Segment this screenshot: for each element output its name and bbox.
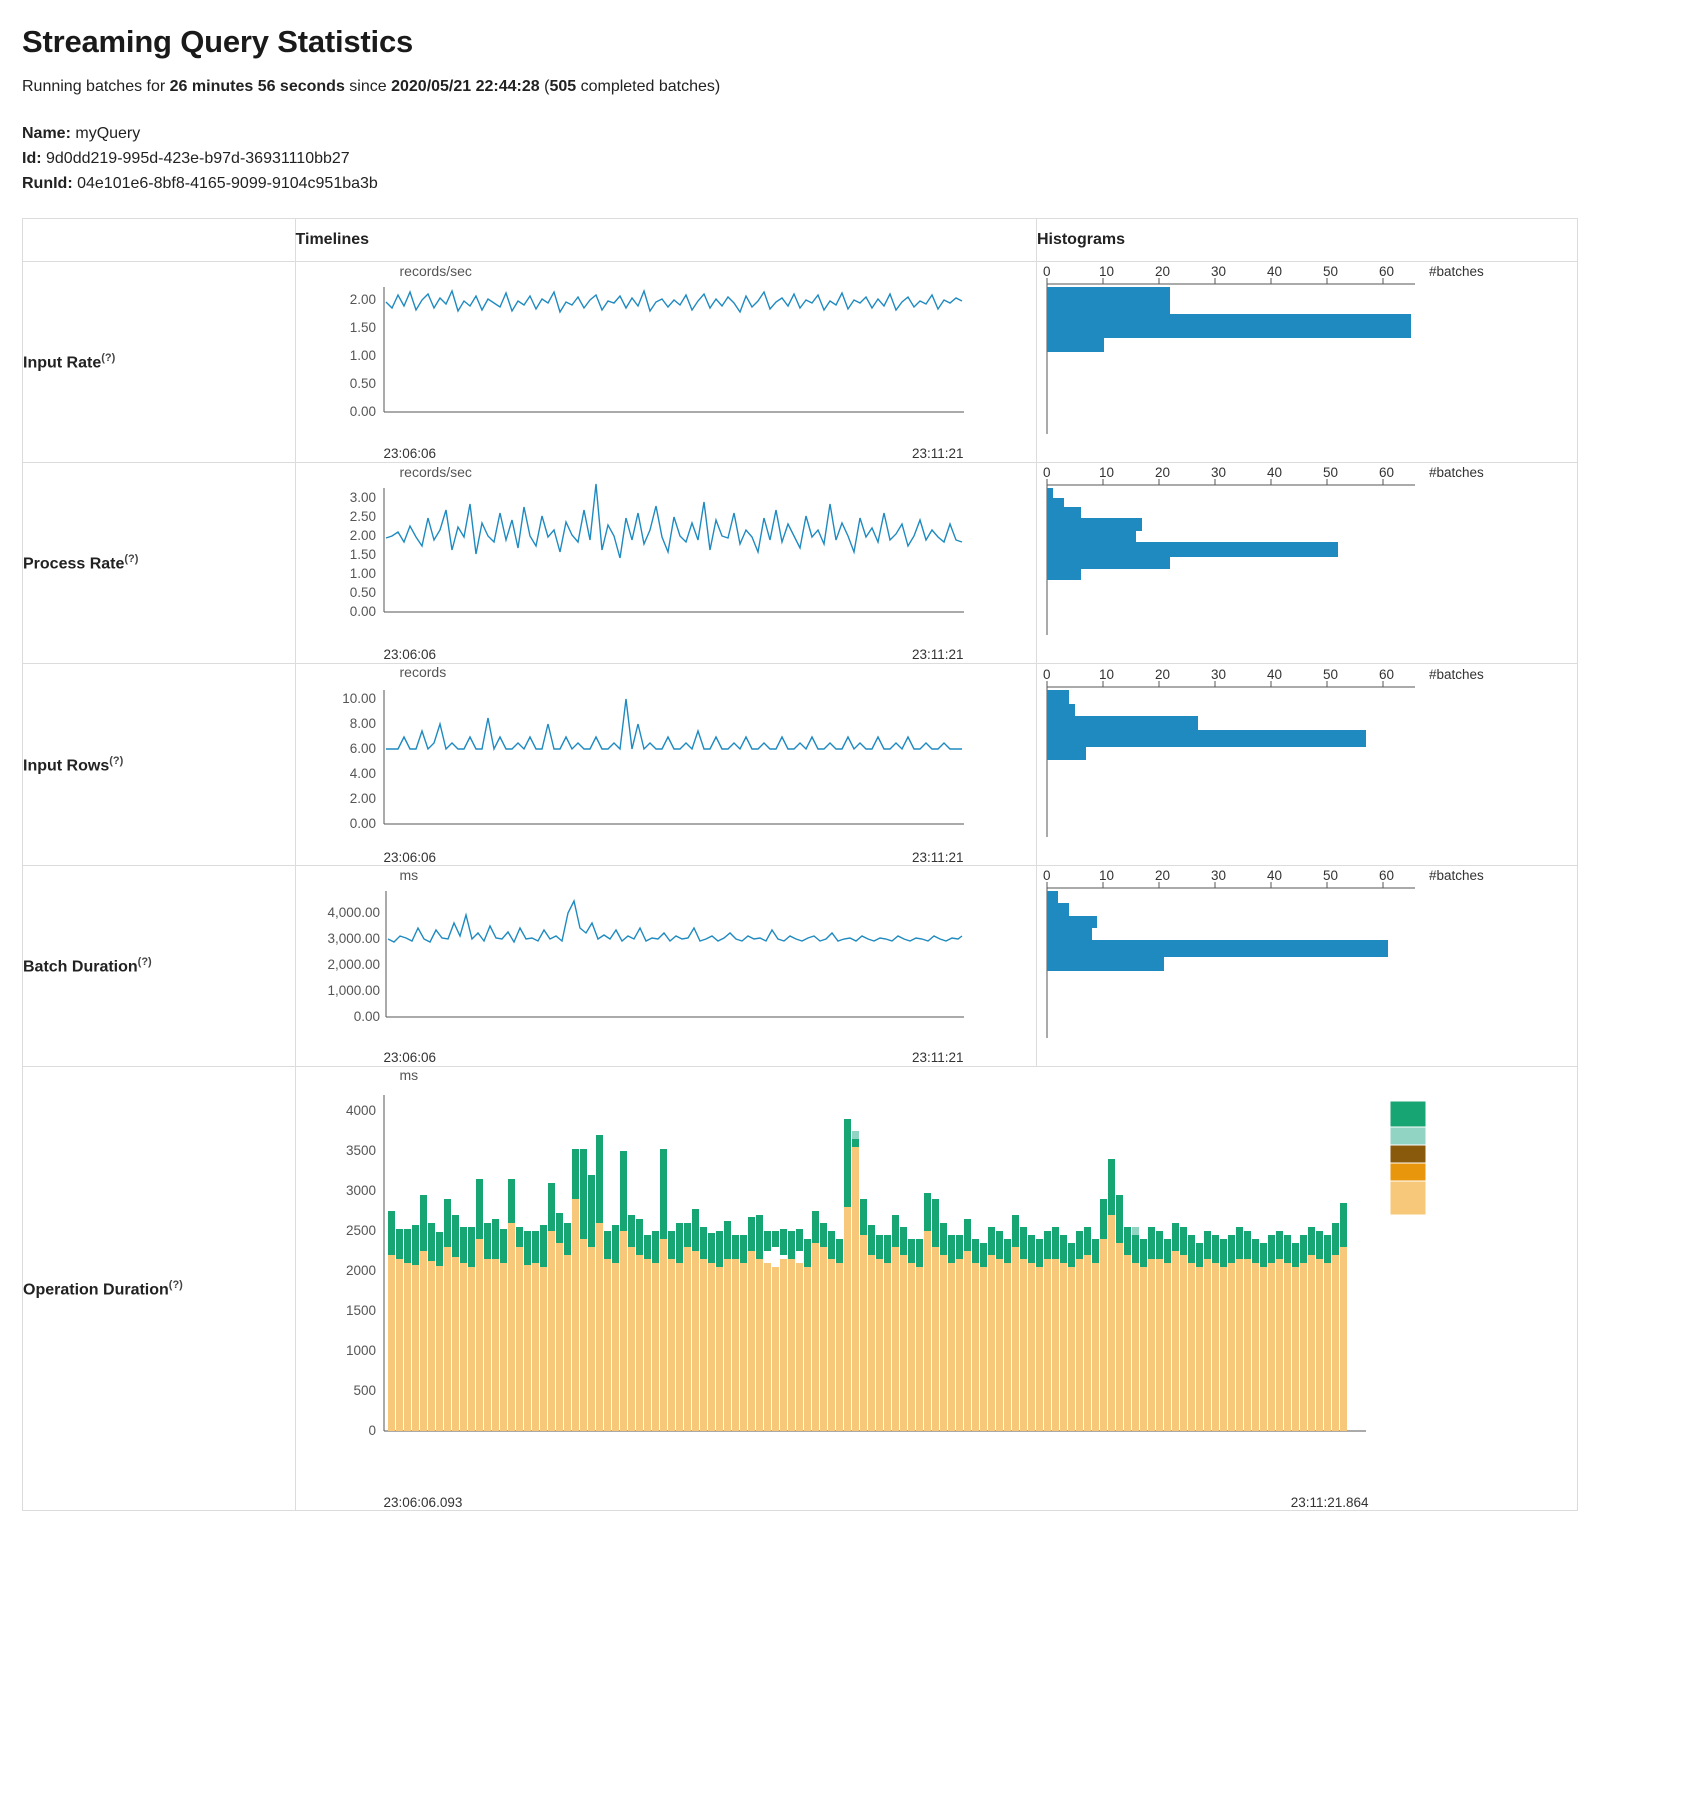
svg-text:2.00: 2.00 (349, 528, 376, 544)
input-rows-timeline-chart (296, 680, 976, 848)
input-rate-time-end: 23:11:21 (911, 446, 964, 462)
svg-text:50: 50 (1322, 465, 1338, 481)
svg-text:10: 10 (1098, 264, 1114, 280)
legend-swatch-get-batch (1390, 1127, 1426, 1145)
svg-text:0.50: 0.50 (349, 376, 376, 392)
input-rows-line (386, 699, 962, 749)
input-rate-time-start: 23:06:06 (383, 446, 437, 462)
batch-duration-time-end: 23:11:21 (911, 1050, 964, 1066)
legend-swatch-latest-offset (1390, 1101, 1426, 1127)
svg-text:10: 10 (1098, 465, 1114, 481)
cell-input-rows-timeline (295, 664, 1036, 866)
svg-text:3000: 3000 (345, 1183, 376, 1199)
svg-text:20: 20 (1154, 264, 1170, 280)
hist-bar (1047, 569, 1081, 580)
svg-text:1,000.00: 1,000.00 (326, 983, 380, 999)
batch-duration-timeline-chart (296, 883, 976, 1048)
svg-text:1000: 1000 (345, 1343, 376, 1359)
svg-text:2.00: 2.00 (349, 292, 376, 308)
row-label-text: Batch Duration (23, 958, 138, 976)
hist-bar (1047, 518, 1142, 531)
hist-bar (1047, 498, 1064, 507)
svg-text:0.00: 0.00 (349, 604, 376, 620)
input-rate-histogram-chart (1037, 262, 1537, 462)
input-rate-line (386, 291, 962, 312)
running-summary (22, 78, 1671, 96)
svg-text:0.00: 0.00 (349, 404, 376, 420)
hist-bar (1047, 716, 1198, 730)
hist-bar (1047, 730, 1366, 747)
since-word: since (344, 78, 392, 95)
svg-text:2.00: 2.00 (349, 791, 376, 807)
svg-text:#batches: #batches (1428, 264, 1484, 280)
hist-bar (1047, 704, 1075, 716)
svg-text:60: 60 (1378, 264, 1394, 280)
table-row (23, 866, 1578, 1067)
svg-text:50: 50 (1322, 666, 1338, 682)
cell-process-rate-timeline (295, 463, 1036, 664)
hist-bar (1047, 916, 1097, 928)
batch-duration-unit-label: ms (399, 867, 419, 884)
batch-duration-time-start: 23:06:06 (383, 1050, 437, 1066)
process-rate-time-axis (384, 647, 964, 662)
svg-text:2,000.00: 2,000.00 (326, 957, 380, 973)
svg-text:4000: 4000 (345, 1103, 376, 1119)
hist-bar (1047, 488, 1053, 498)
cell-batch-duration-histogram (1036, 866, 1577, 1067)
row-label-input-rows (23, 664, 296, 866)
svg-text:0: 0 (1042, 868, 1051, 884)
process-rate-histogram-chart (1037, 463, 1537, 663)
query-meta (22, 122, 1671, 196)
help-icon[interactable]: (?) (124, 553, 139, 566)
svg-text:#batches: #batches (1428, 666, 1484, 682)
svg-text:2500: 2500 (345, 1223, 376, 1239)
svg-text:0: 0 (1042, 465, 1051, 481)
row-label-text: Operation Duration (23, 1281, 169, 1299)
process-rate-timeline-chart (296, 480, 976, 645)
svg-text:30: 30 (1210, 868, 1226, 884)
hist-bar (1047, 891, 1058, 903)
svg-text:0.00: 0.00 (353, 1009, 380, 1025)
row-label-operation-duration (23, 1067, 296, 1511)
process-rate-time-end: 23:11:21 (911, 647, 964, 663)
svg-text:2000: 2000 (345, 1263, 376, 1279)
cell-batch-duration-timeline (295, 866, 1036, 1067)
svg-text:3.00: 3.00 (349, 490, 376, 506)
hist-bar (1047, 507, 1081, 518)
hist-bar (1047, 903, 1069, 916)
row-label-input-rate (23, 262, 296, 463)
svg-text:3,000.00: 3,000.00 (326, 931, 380, 947)
svg-text:20: 20 (1154, 868, 1170, 884)
svg-text:4,000.00: 4,000.00 (326, 905, 380, 921)
svg-text:40: 40 (1266, 868, 1282, 884)
svg-text:500: 500 (352, 1383, 376, 1399)
query-name-row (22, 122, 1671, 147)
hist-bar (1047, 338, 1104, 352)
svg-text:1.50: 1.50 (349, 320, 376, 336)
cell-input-rows-histogram (1036, 664, 1577, 866)
svg-text:10: 10 (1098, 666, 1114, 682)
svg-text:50: 50 (1322, 868, 1338, 884)
svg-text:20: 20 (1154, 465, 1170, 481)
batch-duration-histogram-chart (1037, 866, 1537, 1066)
svg-text:6.00: 6.00 (349, 741, 376, 757)
help-icon[interactable]: (?) (168, 1278, 183, 1291)
hist-bar (1047, 747, 1086, 760)
query-id-label: Id: (22, 149, 42, 167)
query-name-label: Name: (22, 125, 71, 142)
header-timelines: Timelines (295, 219, 1036, 262)
input-rows-time-end: 23:11:21 (911, 850, 964, 866)
row-label-text: Input Rows (23, 757, 110, 775)
cell-input-rate-timeline (295, 262, 1036, 463)
input-rate-unit-label: records/sec (399, 263, 472, 280)
query-runid-label: RunId: (22, 174, 73, 192)
svg-text:1.00: 1.00 (349, 348, 376, 364)
cell-operation-duration-chart (295, 1067, 1577, 1511)
operation-duration-unit-label: ms (399, 1067, 419, 1084)
svg-text:10: 10 (1098, 868, 1114, 884)
operation-duration-time-start: 23:06:06.093 (383, 1495, 463, 1511)
svg-text:0: 0 (1042, 264, 1051, 280)
page-title: Streaming Query Statistics (22, 24, 414, 59)
batches-suffix: completed batches) (576, 78, 721, 95)
hist-bar (1047, 531, 1136, 542)
svg-text:40: 40 (1266, 264, 1282, 280)
cell-input-rate-histogram (1036, 262, 1577, 463)
hist-bar (1047, 314, 1411, 338)
input-rows-histogram-chart (1037, 665, 1537, 865)
hist-bar (1047, 940, 1388, 957)
row-label-text: Input Rate (23, 354, 102, 372)
process-rate-line (386, 484, 962, 558)
query-id-row (22, 147, 1671, 172)
row-label-batch-duration (23, 866, 296, 1067)
hist-bar (1047, 287, 1170, 314)
table-row (23, 664, 1578, 866)
help-icon[interactable]: (?) (137, 956, 152, 969)
input-rate-time-axis (384, 446, 964, 461)
hist-bar (1047, 690, 1069, 704)
svg-text:0.00: 0.00 (349, 816, 376, 832)
batch-duration-time-axis (384, 1050, 964, 1065)
row-label-text: Process Rate (23, 555, 125, 573)
hist-bar (1047, 928, 1092, 940)
start-timestamp: 2020/05/21 22:44:28 (391, 78, 540, 95)
svg-text:50: 50 (1322, 264, 1338, 280)
cell-process-rate-histogram (1036, 463, 1577, 664)
svg-text:1.00: 1.00 (349, 566, 376, 582)
process-rate-unit-label: records/sec (399, 464, 472, 481)
table-header-row (23, 219, 1578, 262)
svg-text:30: 30 (1210, 666, 1226, 682)
svg-text:1500: 1500 (345, 1303, 376, 1319)
header-blank (23, 219, 296, 262)
legend-swatch-query-planning (1390, 1145, 1426, 1163)
svg-text:0.50: 0.50 (349, 585, 376, 601)
svg-text:40: 40 (1266, 465, 1282, 481)
svg-text:0: 0 (368, 1423, 376, 1439)
query-name-value: myQuery (75, 125, 141, 142)
svg-text:8.00: 8.00 (349, 716, 376, 732)
hist-bar (1047, 557, 1170, 569)
table-row (23, 463, 1578, 664)
svg-text:1.50: 1.50 (349, 547, 376, 563)
table-row (23, 1067, 1578, 1511)
svg-text:60: 60 (1378, 868, 1394, 884)
header-histograms: Histograms (1036, 219, 1577, 262)
table-row (23, 262, 1578, 463)
legend-swatch-wal-commit (1390, 1163, 1426, 1181)
operation-duration-legend (1390, 1101, 1426, 1215)
hist-bar (1047, 542, 1338, 557)
help-icon[interactable]: (?) (109, 754, 124, 767)
svg-text:3500: 3500 (345, 1143, 376, 1159)
query-runid-row (22, 172, 1671, 197)
svg-text:10.00: 10.00 (341, 691, 376, 707)
input-rows-unit-label: records (399, 664, 447, 681)
process-rate-time-start: 23:06:06 (383, 647, 437, 663)
hist-bar (1047, 957, 1164, 971)
svg-text:4.00: 4.00 (349, 766, 376, 782)
batches-open-paren: ( (539, 78, 550, 95)
operation-duration-chart (296, 1083, 1456, 1493)
svg-text:40: 40 (1266, 666, 1282, 682)
row-label-process-rate (23, 463, 296, 664)
legend-swatch-add-batch (1390, 1181, 1426, 1215)
input-rate-timeline-chart (296, 279, 976, 444)
query-id-value: 9d0dd219-995d-423e-b97d-36931110bb27 (46, 149, 350, 167)
svg-text:60: 60 (1378, 465, 1394, 481)
running-prefix: Running batches for (22, 78, 170, 95)
help-icon[interactable]: (?) (101, 352, 116, 365)
statistics-table (22, 218, 1578, 1511)
batch-duration-line (388, 901, 962, 942)
svg-text:30: 30 (1210, 264, 1226, 280)
svg-text:20: 20 (1154, 666, 1170, 682)
operation-duration-time-axis (384, 1495, 1369, 1510)
operation-duration-bars (388, 1119, 1347, 1431)
svg-text:#batches: #batches (1428, 868, 1484, 884)
running-duration: 26 minutes 56 seconds (169, 78, 345, 95)
input-rows-time-axis (384, 850, 964, 865)
svg-text:60: 60 (1378, 666, 1394, 682)
svg-text:2.50: 2.50 (349, 509, 376, 525)
svg-text:0: 0 (1042, 666, 1051, 682)
svg-text:30: 30 (1210, 465, 1226, 481)
svg-text:#batches: #batches (1428, 465, 1484, 481)
completed-batch-count: 505 (549, 78, 577, 95)
operation-duration-time-end: 23:11:21.864 (1290, 1495, 1369, 1511)
query-runid-value: 04e101e6-8bf8-4165-9099-9104c951ba3b (77, 174, 378, 192)
input-rows-time-start: 23:06:06 (383, 850, 437, 866)
